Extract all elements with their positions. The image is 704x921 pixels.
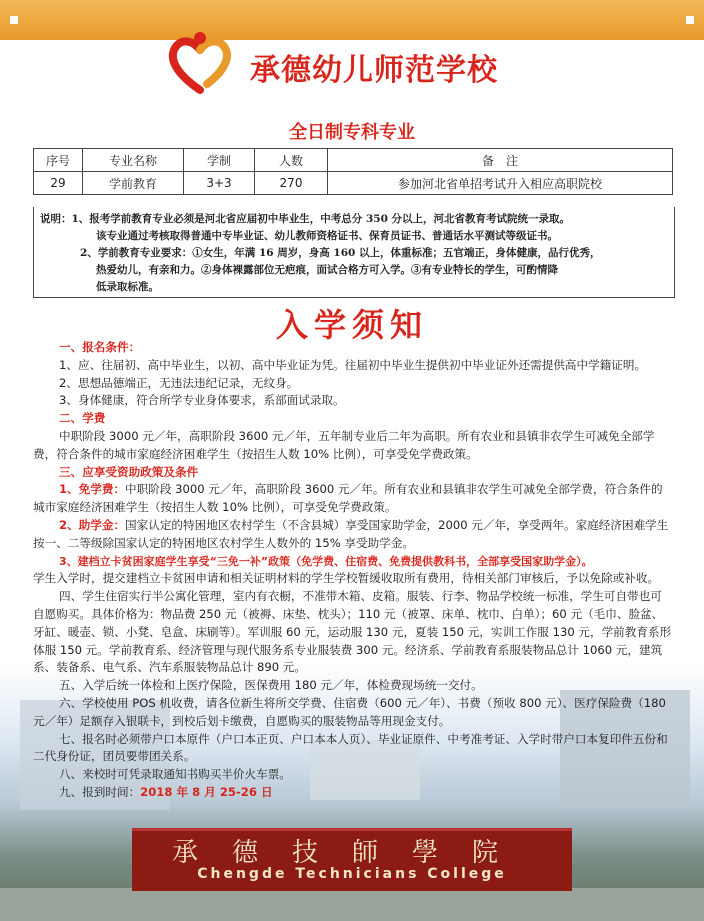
sign-english-text: Chengde Technicians College bbox=[197, 866, 507, 882]
paragraph bbox=[33, 517, 673, 553]
enrollment-notice bbox=[33, 339, 673, 802]
paragraph bbox=[33, 481, 673, 517]
majors-table bbox=[33, 148, 673, 195]
col-header: 序号 bbox=[34, 149, 83, 172]
paragraph: 四、学生住宿实行半公寓化管理，室内有衣橱，不准带木箱、皮箱。服装、行李、物品学校统一标准，学生可自带也可自愿购买。具体价格为：物品费 250 元（被褥、床垫、枕头）；110 元（被罩、床单、枕巾、白单）；60 元（毛巾、脸盆、牙缸、暖壶、锁、小凳、皂盒、床刷等）。军训服 60 元，运动服 130 元，夏装 150 元，实训工作服 130 元，学前教育系形体服 150 元。学前教育系、经济管理与现代服务系专业服装费 300 元。经济系、学前教育系服装物品总计 1060 元，建筑系、装备系、电气系、汽车系服装物品总计 890 元。 bbox=[33, 589, 672, 675]
table-cell: 参加河北省单招考试升入相应高职院校 bbox=[328, 172, 673, 195]
paragraph bbox=[33, 784, 673, 802]
program-title: 全日制专科专业 bbox=[289, 122, 415, 143]
col-header: 备 注 bbox=[328, 149, 673, 172]
paragraph: 六、学校使用 POS 机收费，请各位新生将所交学费、住宿费（600 元／年）、书费（预收 800 元）、医疗保险费（180 元／年）足额存入银联卡，到校后划卡缴费，自愿购买的服装物品等用现金支付。 bbox=[33, 695, 666, 728]
ground bbox=[0, 888, 704, 921]
bar-hole bbox=[686, 16, 694, 24]
school-name: 承德幼儿师范学校 bbox=[250, 53, 498, 88]
report-date: 2018 年 8 月 25-26 日 bbox=[140, 784, 273, 799]
note-line: 热爱幼儿，有亲和力。②身体裸露部位无疤痕，面试合格方可入学。③有专业特长的学生，可酌情降 bbox=[96, 264, 558, 276]
top-bar bbox=[0, 0, 704, 40]
table-header-row bbox=[34, 149, 673, 172]
col-header: 人数 bbox=[255, 149, 328, 172]
school-logo-icon bbox=[165, 28, 235, 98]
table-cell: 3+3 bbox=[184, 172, 255, 195]
table-cell: 270 bbox=[255, 172, 328, 195]
note-line: 该专业通过考核取得普通中专毕业证、幼儿教师资格证书、保育员证书、普通话水平测试等级证书。 bbox=[96, 230, 558, 242]
col-header: 专业名称 bbox=[83, 149, 184, 172]
note-line: 说明：1、报考学前教育专业必须是河北省应届初中毕业生，中考总分 350 分以上，河北省教育考试院统一录取。 bbox=[40, 213, 571, 225]
paragraph: 七、报名时必须带户口本原件（户口本正页、户口本本人页）、毕业证原件、中考准考证、入学时带户口本复印件五份和二代身份证，团员要带团关系。 bbox=[33, 731, 668, 764]
paragraph: 五、入学后统一体检和上医疗保险，医保费用 180 元／年，体检费现场统一交付。 bbox=[59, 678, 483, 693]
note-line: 2、学前教育专业要求：①女生，年满 16 周岁，身高 160 以上，体重标准；五官端正，身体健康，品行优秀， bbox=[80, 247, 601, 259]
sign-chinese-text: 承德技師學院 bbox=[171, 838, 532, 868]
section-heading: 二、学费 bbox=[59, 411, 106, 426]
table-row bbox=[34, 172, 673, 195]
paragraph: 八、来校时可凭录取通知书购买半价火车票。 bbox=[59, 767, 291, 782]
policy-highlight: 3、建档立卡贫困家庭学生享受“三免一补”政策（免学费、住宿费、免费提供教科书，全部享受国家助学金）。 bbox=[59, 554, 593, 568]
enroll-title: 入学须知 bbox=[275, 306, 428, 344]
section-heading: 三、应享受资助政策及条件 bbox=[59, 464, 199, 479]
text: 中职阶段 3000 元／年，高职阶段 3600 元／年。所有农业和县镇非农学生可减免全部学费，符合条件的城市家庭经济困难学生（按招生人数 10% 比例），可享受免学费政策。 bbox=[33, 482, 663, 515]
section-heading: 一、报名条件： bbox=[59, 340, 141, 354]
paragraph: 中职阶段 3000 元／年，高职阶段 3600 元／年，五年制专业后二年为高职。所有农业和县镇非农学生可减免全部学费，符合条件的城市家庭经济困难学生（按招生人数 10% 比例），可享受免学费政策。 bbox=[33, 428, 655, 461]
notes-box bbox=[33, 207, 675, 298]
table-cell: 29 bbox=[34, 172, 83, 195]
table-cell: 学前教育 bbox=[83, 172, 184, 195]
label: 1、免学费： bbox=[59, 482, 126, 497]
text: 国家认定的特困地区农村学生（不含县城）享受国家助学金，2000 元／年，享受两年。家庭经济困难学生按一、二等级除国家认定的特困地区农村学生人数外的 15% 享受助学金。 bbox=[33, 517, 669, 550]
list-item: 2、思想品德端正，无违法违纪记录，无纹身。 bbox=[59, 375, 299, 390]
list-item: 1、应、往届初、高中毕业生，以初、高中毕业证为凭。往届初中毕业生提供初中毕业证外还需提供高中学籍证明。 bbox=[59, 357, 647, 372]
col-header: 学制 bbox=[184, 149, 255, 172]
note-line: 低录取标准。 bbox=[96, 281, 159, 293]
label: 九、报到时间： bbox=[59, 784, 141, 799]
bar-hole bbox=[10, 16, 18, 24]
label: 2、助学金： bbox=[59, 517, 126, 532]
list-item: 3、身体健康，符合所学专业身体要求，系部面试录取。 bbox=[59, 393, 345, 408]
paragraph: 学生入学时，提交建档立卡贫困申请和相关证明材料的学生学校暂缓收取所有费用，待相关部门审核后，予以免除或补收。 bbox=[33, 571, 660, 586]
